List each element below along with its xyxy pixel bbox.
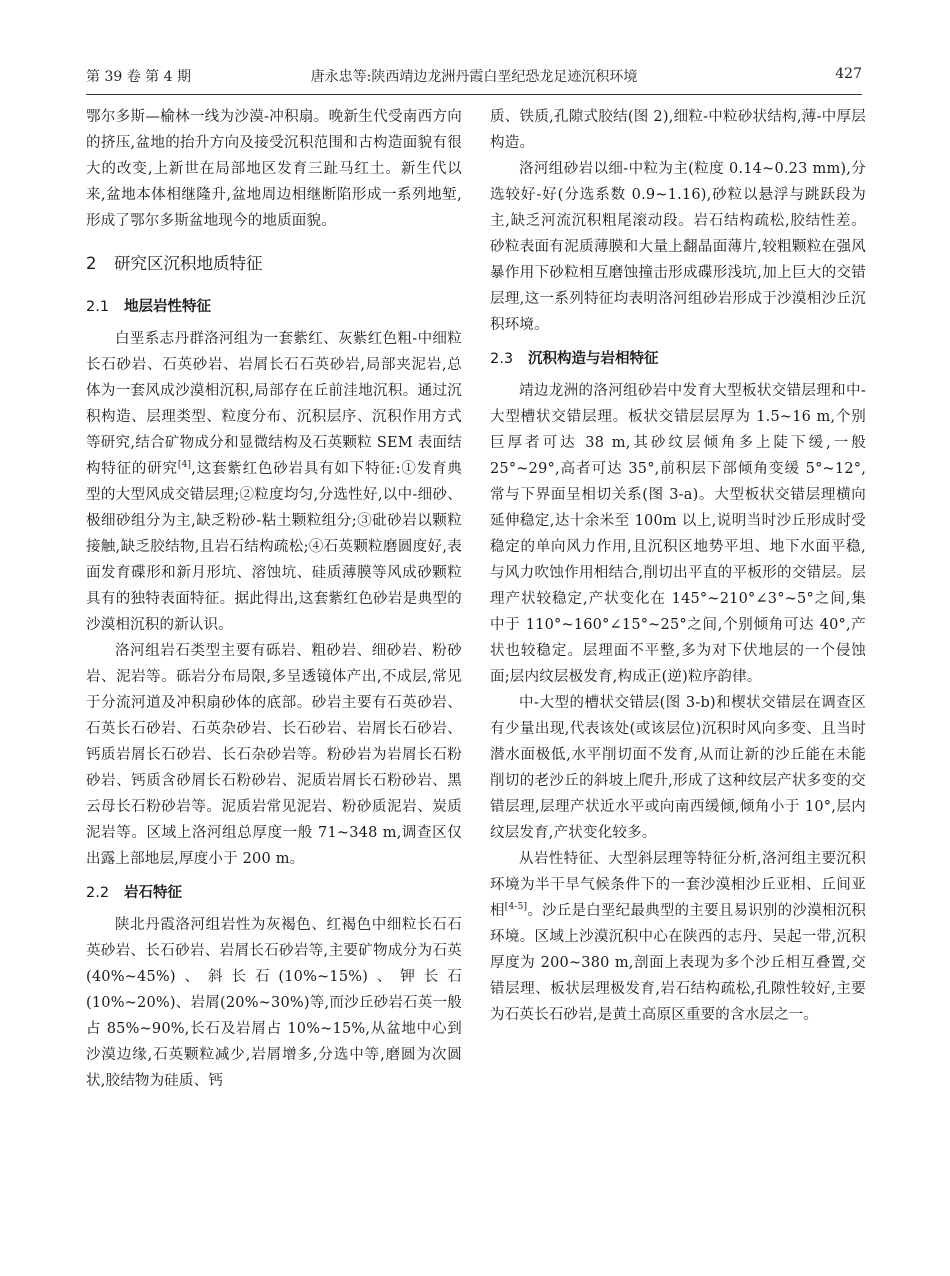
subsection-title: 地层岩性特征 xyxy=(124,299,211,315)
article-running-title: 唐永忠等:陕西靖边龙洲丹霞白垩纪恐龙足迹沉积环境 xyxy=(310,69,638,85)
subsection-heading-2-3 xyxy=(490,346,866,372)
section-heading-2 xyxy=(86,250,462,278)
subsection-title: 沉积构造与岩相特征 xyxy=(528,351,659,367)
subsection-number: 2.2 xyxy=(86,885,110,901)
paragraph-rock-types: 洛河组岩石类型主要有砾岩、粗砂岩、细砂岩、粉砂岩、泥岩等。砾岩分布局限,多呈透镜体产出,不成层,常见于分流河道及冲积扇砂体的底部。砂岩主要有石英砂岩、石英长石砂岩、石英杂砂岩、长石砂岩、岩屑长石砂岩、钙质岩屑长石砂岩、长石杂砂岩等。粉砂岩为岩屑长石粉砂岩、钙质含砂屑长石粉砂岩、泥质岩屑长石粉砂岩、黑云母长石粉砂岩等。泥质岩常见泥岩、粉砂质泥岩、炭质泥岩等。区域上洛河组总厚度一般 71~348 m,调查区仅出露上部地层,厚度小于 200 m。 xyxy=(86,643,462,867)
paragraph-text: 。沙丘是白垩纪最典型的主要且易识别的沙漠相沉积环境。区域上沙漠沉积中心在陕西的志丹、吴起一带,沉积厚度为 200~380 m,剖面上表现为多个沙丘相互叠置,交错层理、板状层理极发育,岩石结构疏松,孔隙性较好,主要为石英长石砂岩,是黄土高原区重要的含水层之一。 xyxy=(490,903,866,1023)
subsection-number: 2.3 xyxy=(490,351,514,367)
paragraph-continued: 质、铁质,孔隙式胶结(图 2),细粒-中粒砂状结构,薄-中厚层构造。 xyxy=(490,109,866,151)
subsection-heading-2-1 xyxy=(86,294,462,320)
subsection-number: 2.1 xyxy=(86,299,110,315)
paragraph-text: 白垩系志丹群洛河组为一套紫红、灰紫红色粗-中细粒长石砂岩、石英砂岩、岩屑长石石英砂岩,局部夹泥岩,总体为一套风成沙漠相沉积,局部存在丘前洼地沉积。通过沉积构造、层理类型、粒度分布、沉积层序、沉积作用方式等研究,结合矿物成分和显微结构及石英颗粒 SEM 表面结构特征的研究 xyxy=(86,331,462,477)
paragraph-text: ,这套紫红色砂岩具有如下特征:①发育典型的大型风成交错层理;②粒度均匀,分选性好,以中-细砂、极细砂组分为主,缺乏粉砂-粘土颗粒组分;③砒砂岩以颗粒接触,缺乏胶结物,且岩石结构疏松;④石英颗粒磨圆度好,表面发育碟形和新月形坑、溶蚀坑、硅质薄膜等风成砂颗粒具有的独特表面特征。据此得出,这套紫红色砂岩是典型的沙漠相沉积的新认识。 xyxy=(86,461,463,633)
paragraph-trough-bedding: 中-大型的槽状交错层(图 3-b)和楔状交错层在调查区有少量出现,代表该处(或该层位)沉积时风向多变、且当时潜水面极低,水平削切面不发育,从而让新的沙丘能在未能削切的老沙丘的斜坡上爬升,形成了这种纹层产状多变的交错层理,层理产状近水平或向南西缓倾,倾角小于 10°,层内纹层发育,产状变化较多。 xyxy=(490,695,866,841)
paragraph-text: 从岩性特征、大型斜层理等特征分析,洛河组主要沉积环境为半干旱气候条件下的一套沙漠相沙丘亚相、丘间亚相 xyxy=(490,851,866,919)
paragraph-strata xyxy=(86,326,462,638)
section-number: 2 xyxy=(86,254,97,273)
page-number: 427 xyxy=(835,66,862,82)
paragraph-continued: 鄂尔多斯—榆林一线为沙漠-冲积扇。晚新生代受南西方向的挤压,盆地的抬升方向及接受沉积范围和古构造面貌有很大的改变,上新世在局部地区发育三趾马红土。新生代以来,盆地本体相继隆升,盆地周边相继断陷形成一系列地堑,形成了鄂尔多斯盆地现今的地质面貌。 xyxy=(86,109,462,229)
subsection-title: 岩石特征 xyxy=(124,885,182,901)
paragraph-cross-bedding: 靖边龙洲的洛河组砂岩中发育大型板状交错层理和中-大型槽状交错层理。板状交错层层厚为 1.5~16 m,个别巨厚者可达 38 m,其砂纹层倾角多上陡下缓,一般 25°~29°,高者可达 35°,前积层下部倾角变缓 5°~12°,常与下界面呈相切关系(图 3-a)。大型板状交错层理横向延伸稳定,达十余米至 100m 以上,说明当时沙丘形成时受稳定的单向风力作用,且沉积区地势平坦、地下水面平稳,与风力吹蚀作用相结合,削切出平直的平板形的交错层。层理产状较稳定,产状变化在 145°~210°∠3°~5°之间,集中于 110°~160°∠15°~25°之间,个别倾角可达 40°,产状也较稳定。层理面不平整,多为对下伏地层的一个侵蚀面;层内纹层极发育,构成正(逆)粒序韵律。 xyxy=(490,383,866,685)
left-column xyxy=(86,104,462,1094)
running-header xyxy=(86,66,862,90)
right-column xyxy=(490,104,866,1028)
journal-volume: 第 39 卷 第 4 期 xyxy=(86,69,191,85)
header-rule xyxy=(86,94,862,95)
subsection-heading-2-2 xyxy=(86,880,462,906)
section-title: 研究区沉积地质特征 xyxy=(114,254,263,273)
citation-ref[interactable]: [4] xyxy=(177,460,192,471)
paragraph-grain-size: 洛河组砂岩以细-中粒为主(粒度 0.14~0.23 mm),分选较好-好(分选系数 0.9~1.16),砂粒以悬浮与跳跃段为主,缺乏河流沉积粗尾滚动段。岩石结构疏松,胶结性差。砂粒表面有泥质薄膜和大量上翻晶面薄片,较粗颗粒在强风暴作用下砂粒相互磨蚀撞击形成碟形浅坑,加上巨大的交错层理,这一系列特征均表明洛河组砂岩形成于沙漠相沙丘沉积环境。 xyxy=(490,161,866,333)
citation-ref[interactable]: [4-5] xyxy=(504,902,528,913)
paragraph-rock-features: 陕北丹霞洛河组岩性为灰褐色、红褐色中细粒长石石英砂岩、长石砂岩、岩屑长石砂岩等,主要矿物成分为石英(40%~45%)、斜长石(10%~15%)、钾长石(10%~20%)、岩屑(20%~30%)等,而沙丘砂岩石英一般占 85%~90%,长石及岩屑占 10%~15%,从盆地中心到沙漠边缘,石英颗粒减少,岩屑增多,分选中等,磨圆为次圆状,胶结物为硅质、钙 xyxy=(86,917,462,1089)
paragraph-environment xyxy=(490,846,866,1028)
